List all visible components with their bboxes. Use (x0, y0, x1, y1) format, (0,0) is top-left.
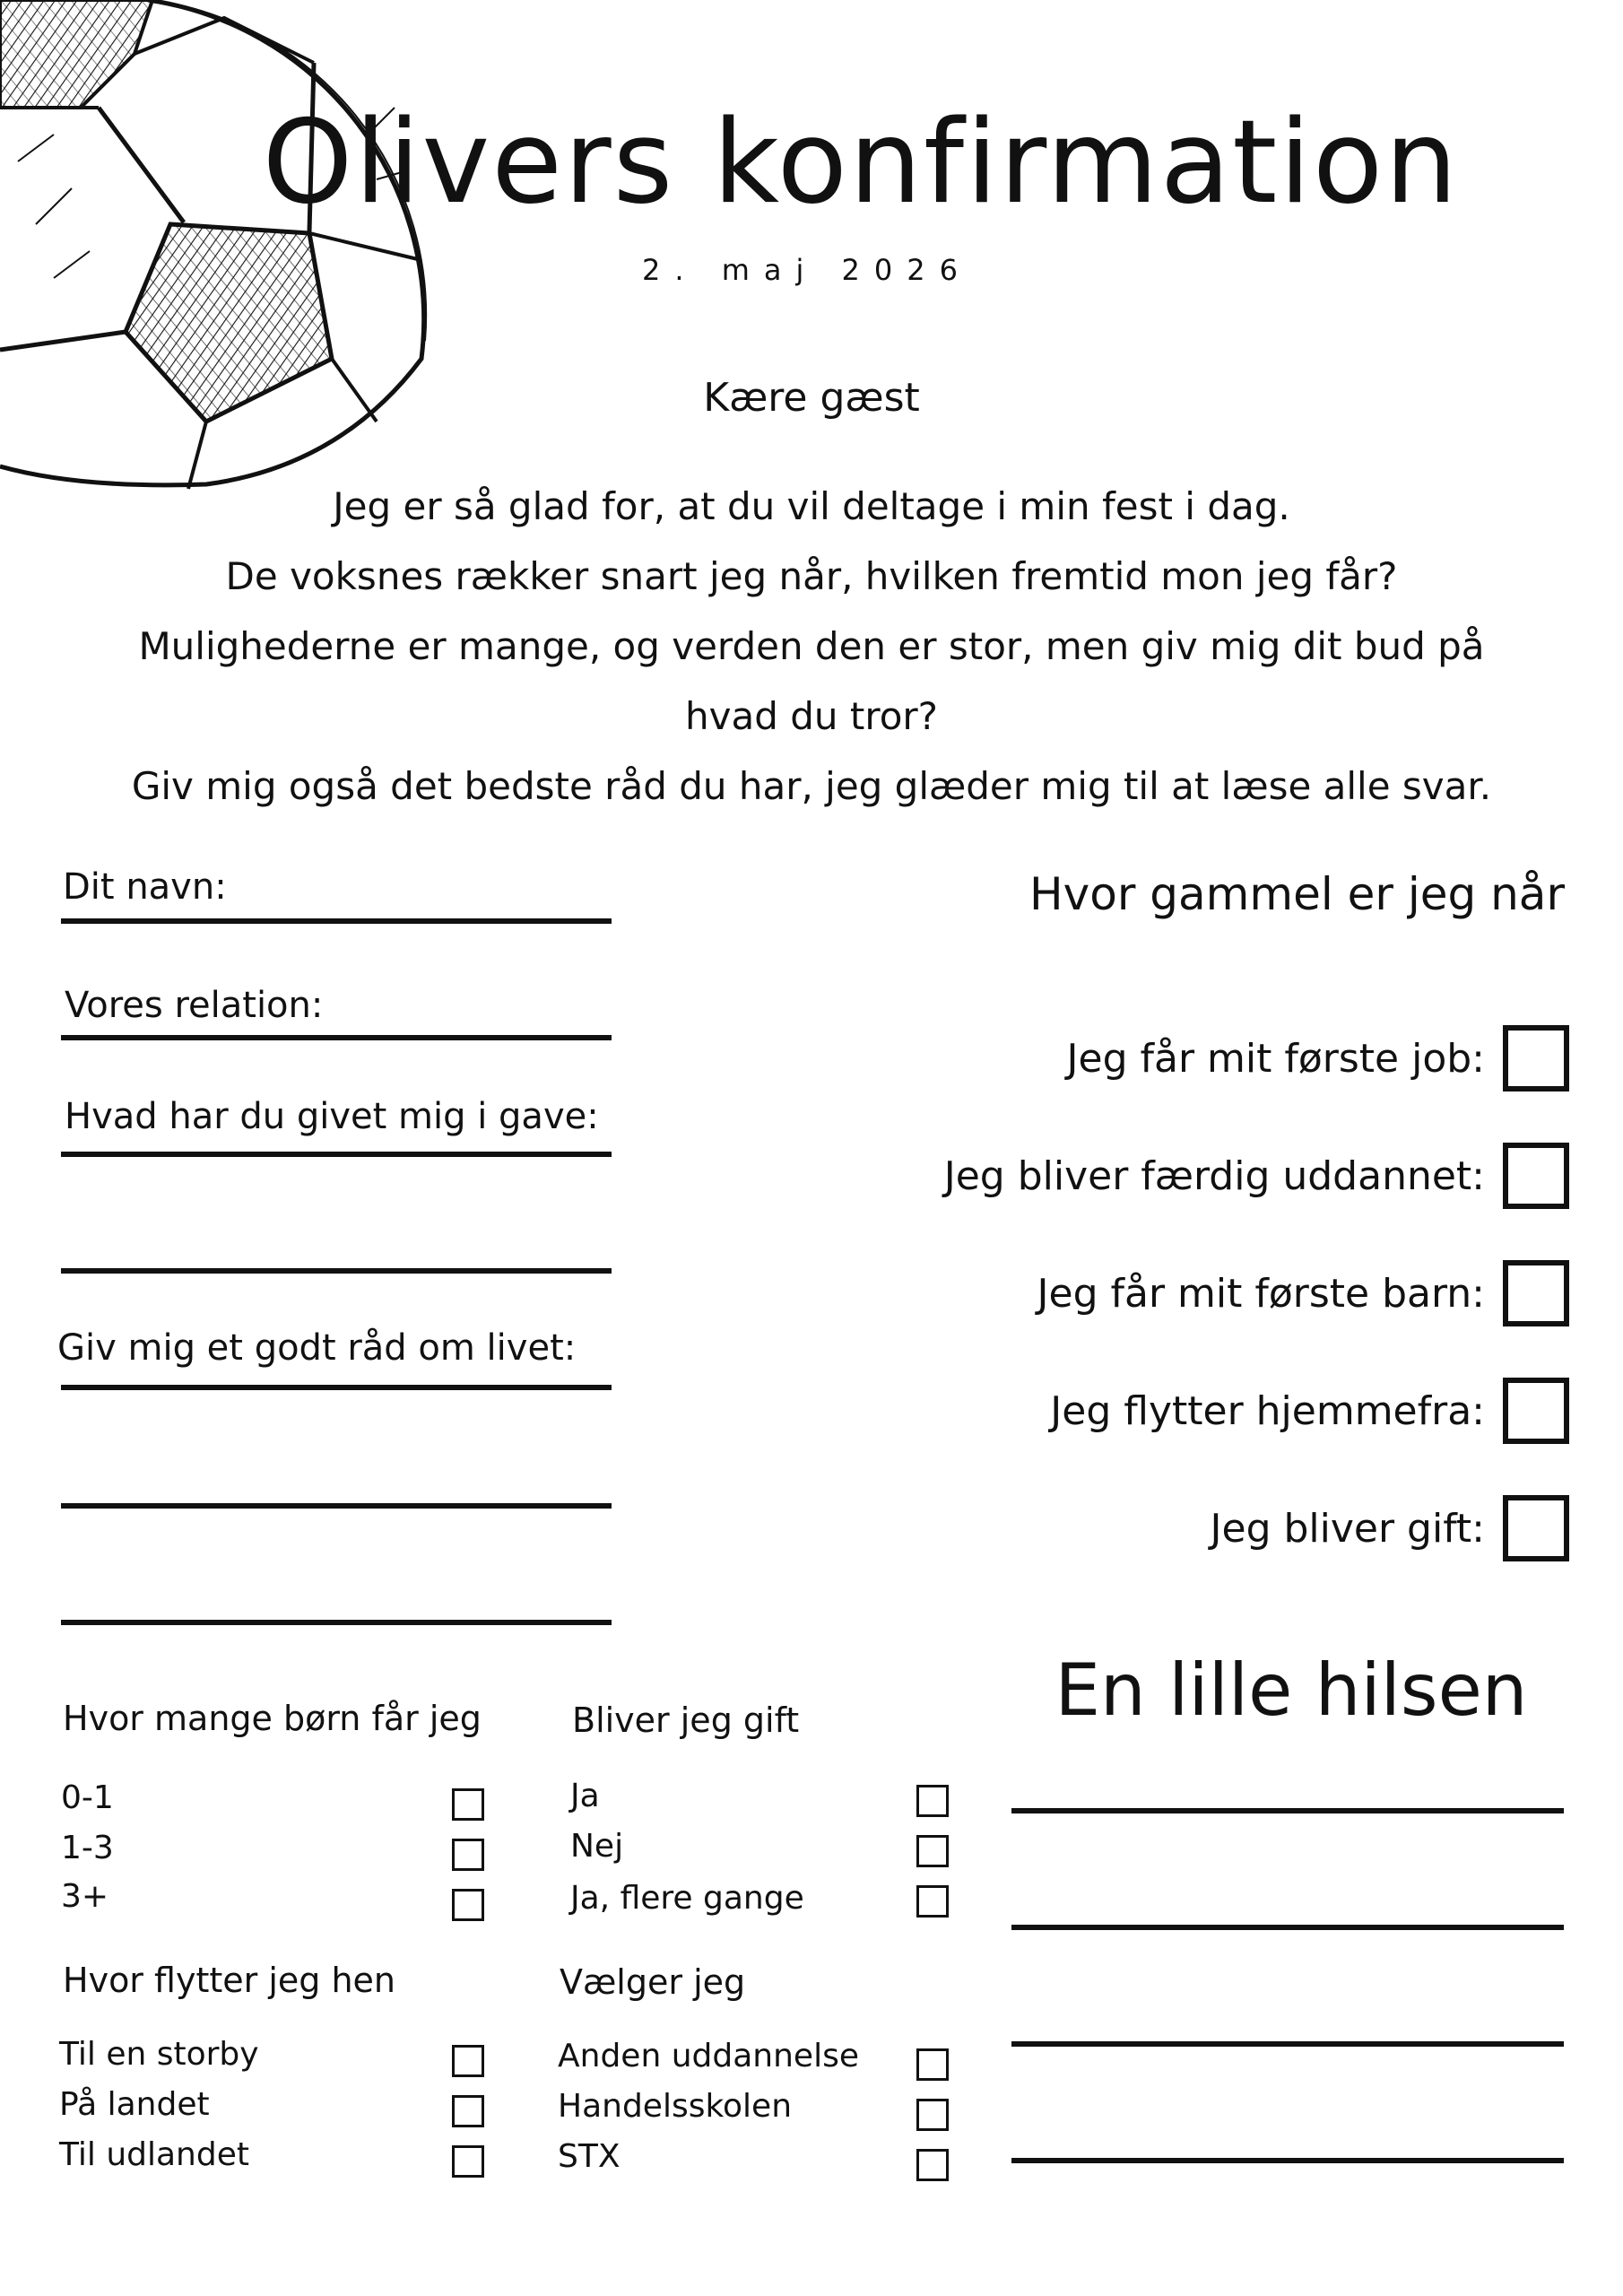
move-option-checkbox[interactable] (452, 2095, 484, 2127)
children-option-checkbox[interactable] (452, 1889, 484, 1921)
event-date: 2. maj 2026 (642, 253, 972, 287)
move-option-checkbox[interactable] (452, 2145, 484, 2178)
age-question-graduation (807, 1137, 1569, 1214)
education-option-checkbox[interactable] (916, 2149, 949, 2181)
age-question-label: Jeg bliver gift: (1210, 1505, 1485, 1552)
greeting-line-1[interactable] (1011, 1808, 1564, 1813)
age-question-label: Jeg får mit første barn: (1037, 1270, 1485, 1317)
children-option-label: 1-3 (61, 1830, 114, 1866)
age-answer-box[interactable] (1503, 1260, 1569, 1326)
intro-line: Jeg er så glad for, at du vil deltage i min fest i dag. (333, 484, 1290, 528)
married-option-label: Ja (570, 1778, 600, 1814)
married-question-title: Bliver jeg gift (572, 1700, 800, 1740)
age-section-heading: Hvor gammel er jeg når (1029, 868, 1565, 920)
children-option-label: 3+ (61, 1878, 109, 1915)
soccer-ball-sketch-icon (0, 0, 502, 502)
name-label: Dit navn: (63, 866, 227, 908)
move-question-title: Hvor flytter jeg hen (63, 1961, 396, 2000)
greeting-line-2[interactable] (1011, 1925, 1564, 1930)
education-option-checkbox[interactable] (916, 2048, 949, 2081)
married-option-checkbox[interactable] (916, 1785, 949, 1817)
intro-line: Mulighederne er mange, og verden den er stor, men giv mig dit bud på (138, 624, 1485, 668)
move-option-label: Til udlandet (59, 2136, 249, 2173)
education-option-checkbox[interactable] (916, 2099, 949, 2131)
greeting: Kære gæst (703, 375, 920, 421)
advice-field-line-3[interactable] (61, 1620, 612, 1625)
education-option-label: STX (558, 2138, 621, 2175)
age-answer-box[interactable] (1503, 1143, 1569, 1209)
intro-line: hvad du tror? (685, 694, 938, 738)
children-option-label: 0-1 (61, 1779, 114, 1816)
greeting-heading: En lille hilsen (1055, 1648, 1528, 1732)
relation-field[interactable] (61, 1035, 612, 1040)
page-title: Olivers konfirmation (262, 96, 1460, 230)
education-question-title: Vælger jeg (560, 1962, 746, 2002)
age-question-label: Jeg flytter hjemmefra: (1050, 1387, 1485, 1434)
age-question-label: Jeg får mit første job: (1066, 1035, 1485, 1082)
intro-line: Giv mig også det bedste råd du har, jeg glæder mig til at læse alle svar. (131, 764, 1492, 808)
greeting-line-4[interactable] (1011, 2158, 1564, 2163)
age-question-married (807, 1490, 1569, 1567)
intro-line: De voksnes rækker snart jeg når, hvilken fremtid mon jeg får? (225, 554, 1398, 598)
gift-field-line-1[interactable] (61, 1152, 612, 1157)
education-option-label: Anden uddannelse (558, 2038, 859, 2074)
age-question-first-job (807, 1020, 1569, 1097)
gift-field-line-2[interactable] (61, 1268, 612, 1274)
education-option-label: Handelsskolen (558, 2088, 793, 2125)
intro-text (54, 472, 1569, 822)
children-option-checkbox[interactable] (452, 1839, 484, 1871)
age-question-first-child (807, 1255, 1569, 1332)
children-question-title: Hvor mange børn får jeg (63, 1699, 482, 1738)
relation-label: Vores relation: (65, 985, 324, 1026)
greeting-line-3[interactable] (1011, 2041, 1564, 2047)
married-option-label: Ja, flere gange (570, 1880, 804, 1917)
married-option-checkbox[interactable] (916, 1885, 949, 1918)
advice-field-line-1[interactable] (61, 1385, 612, 1390)
gift-label: Hvad har du givet mig i gave: (65, 1096, 599, 1137)
move-option-label: Til en storby (59, 2036, 259, 2073)
age-answer-box[interactable] (1503, 1495, 1569, 1561)
married-option-label: Nej (570, 1828, 624, 1865)
name-field[interactable] (61, 918, 612, 924)
advice-label: Giv mig et godt råd om livet: (57, 1327, 577, 1369)
married-option-checkbox[interactable] (916, 1835, 949, 1867)
age-answer-box[interactable] (1503, 1378, 1569, 1444)
advice-field-line-2[interactable] (61, 1503, 612, 1509)
age-answer-box[interactable] (1503, 1025, 1569, 1091)
children-option-checkbox[interactable] (452, 1788, 484, 1821)
move-option-label: På landet (59, 2086, 210, 2123)
move-option-checkbox[interactable] (452, 2045, 484, 2077)
age-question-move-out (807, 1372, 1569, 1449)
age-question-label: Jeg bliver færdig uddannet: (943, 1152, 1485, 1199)
